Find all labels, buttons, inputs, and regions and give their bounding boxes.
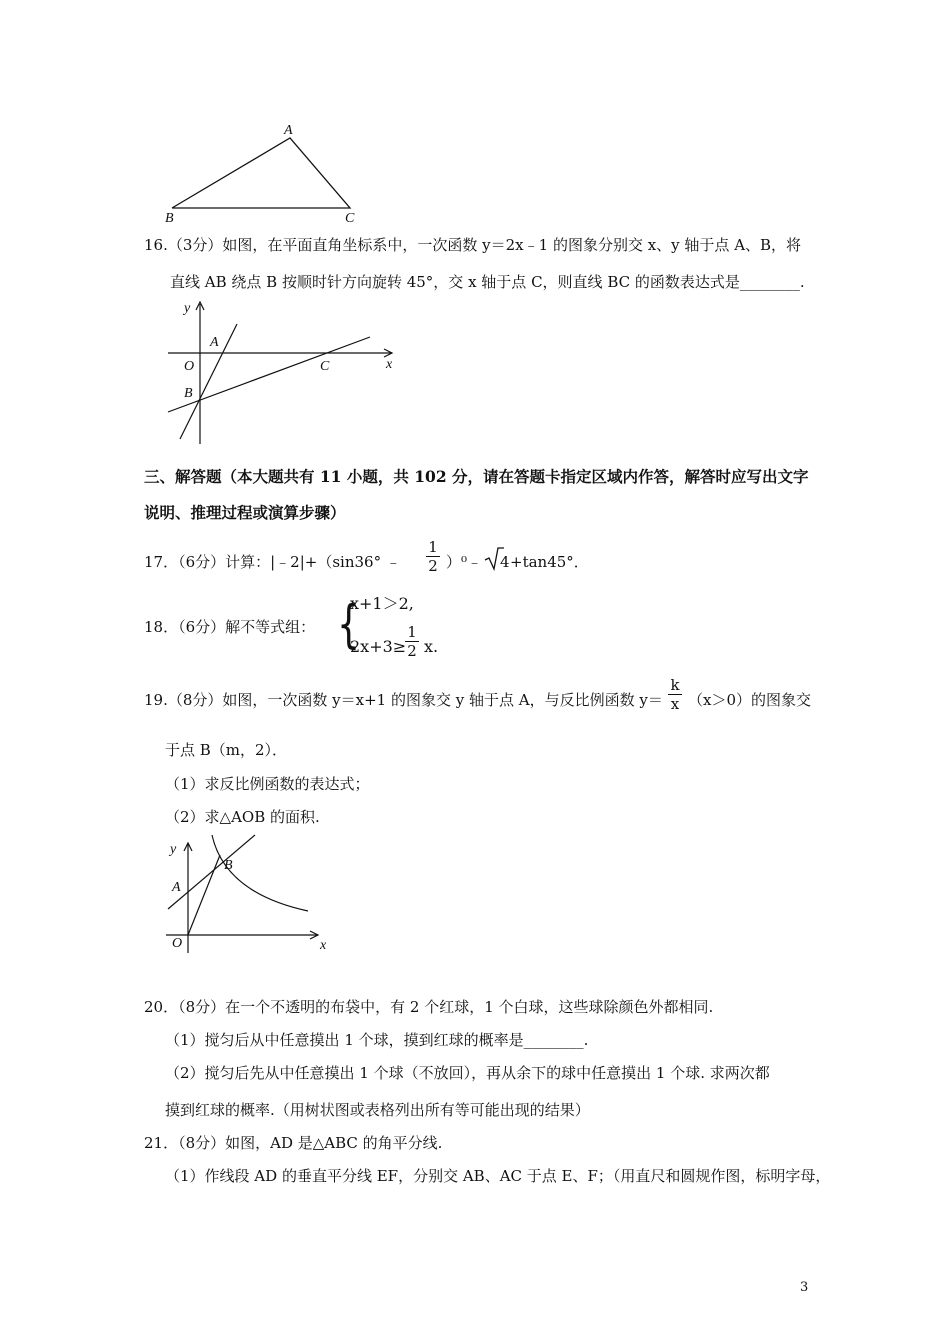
q17-fraction-num: 1: [426, 538, 440, 557]
q16-figure: [160, 294, 400, 449]
triangle-figure: [160, 120, 370, 225]
q19-fraction-den: x: [670, 695, 680, 713]
q18-fraction: [405, 623, 419, 660]
q18-fraction-den: 2: [407, 642, 417, 660]
q16-line1: 16.（3分）如图，在平面直角坐标系中，一次函数 y＝2x﹣1 的图象分别交 x、y 轴于点 A、B，将: [144, 236, 802, 254]
q19-sub2: （2）求△AOB 的面积.: [165, 808, 320, 826]
q19-fraction-num: k: [668, 676, 682, 695]
label-a: A: [210, 335, 219, 350]
q19-figure: [160, 833, 340, 958]
q19-line1-pre: 19.（8分）如图，一次函数 y＝x+1 的图象交 y 轴于点 A，与反比例函数 y＝: [144, 691, 663, 709]
q18-inequality-2-post: x.: [424, 637, 439, 656]
q21-line1: 21．（8分）如图，AD 是△ABC 的角平分线.: [144, 1134, 443, 1152]
q17-fraction-den: 2: [428, 557, 438, 575]
q20-sub1: （1）搅匀后从中任意摸出 1 个球，摸到红球的概率是________.: [165, 1031, 589, 1049]
axis-y: y: [170, 842, 177, 857]
q18-fraction-num: 1: [405, 623, 419, 642]
section3-heading-line1: 三、解答题（本大题共有 11 小题，共 102 分，请在答题卡指定区域内作答，解答时应写出文字: [144, 467, 809, 486]
label-b: B: [184, 386, 193, 401]
q20-sub2: （2）搅匀后先从中任意摸出 1 个球（不放回），再从余下的球中任意摸出 1 个球. 求两次都: [165, 1064, 770, 1082]
label-b: B: [165, 211, 174, 225]
label-b: B: [224, 858, 233, 873]
label-c: C: [320, 359, 330, 374]
q18-inequality-1: x+1＞2,: [350, 594, 414, 613]
q17-post1: ）⁰﹣: [446, 553, 483, 571]
label-a: A: [284, 123, 293, 138]
origin-o: O: [172, 936, 183, 951]
section3-heading-line2: 说明、推理过程或演算步骤）: [144, 503, 346, 522]
q19-sub1: （1）求反比例函数的表达式；: [165, 775, 370, 793]
q17-radicand: 4: [500, 553, 510, 571]
q17-fraction: [426, 538, 440, 575]
axis-x: x: [386, 357, 393, 372]
q19-line1-post: （x＞0）的图象交: [688, 691, 812, 709]
label-a: A: [172, 880, 181, 895]
page-number: 3: [800, 1280, 809, 1295]
q17-pre: 17．（6分）计算：|﹣2|+（sin36° ﹣: [144, 553, 401, 571]
q20-line1: 20．（8分）在一个不透明的布袋中，有 2 个红球，1 个白球，这些球除颜色外都相同.: [144, 998, 714, 1016]
q21-sub1: （1）作线段 AD 的垂直平分线 EF，分别交 AB、AC 于点 E、F；（用直尺和圆规作图，标明字母，: [165, 1167, 831, 1185]
axis-y: y: [184, 301, 191, 316]
q20-sub2-cont: 摸到红球的概率.（用树状图或表格列出所有等可能出现的结果）: [165, 1101, 590, 1119]
q19-line2: 于点 B（m，2）．: [165, 741, 288, 759]
origin-o: O: [184, 359, 195, 374]
q17-post2: +tan45°．: [510, 553, 589, 571]
q18-pre: 18．（6分）解不等式组：: [144, 618, 316, 636]
q16-line2: 直线 AB 绕点 B 按顺时针方向旋转 45°，交 x 轴于点 C，则直线 BC 的函数表达式是________.: [170, 273, 805, 291]
q19-fraction: [668, 676, 682, 713]
q18-inequality-2-pre: 2x+3≥: [350, 637, 407, 656]
axis-x: x: [320, 938, 327, 953]
label-c: C: [345, 211, 355, 225]
brace-icon: {: [336, 595, 361, 655]
